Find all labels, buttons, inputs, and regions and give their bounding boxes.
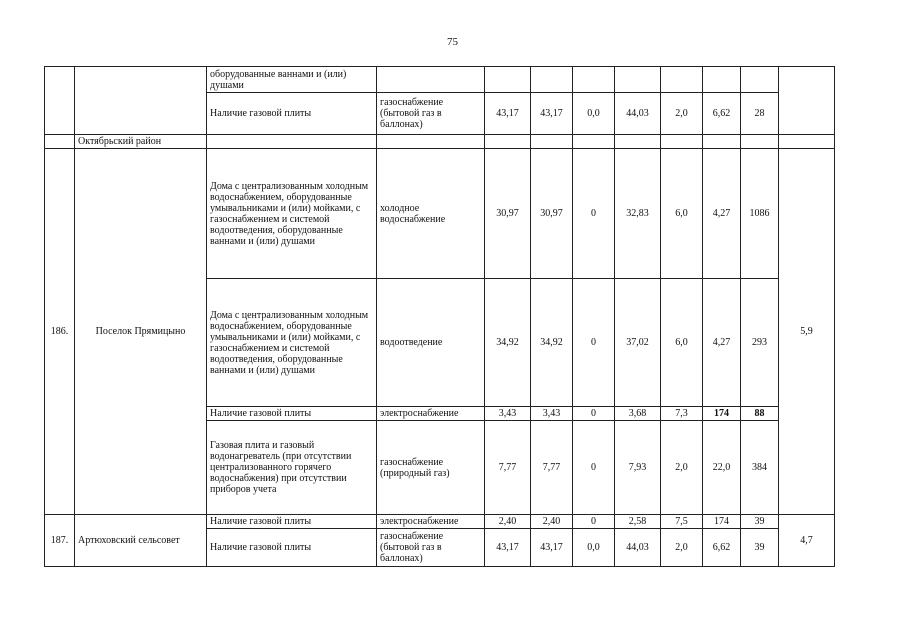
- cell-value: 384: [741, 421, 779, 515]
- cell-value: 7,3: [661, 407, 703, 421]
- cell-value: 2,40: [485, 515, 531, 529]
- cell-value: 7,77: [531, 421, 573, 515]
- cell-value: 0,0: [573, 529, 615, 567]
- cell-value: 2,0: [661, 421, 703, 515]
- table-row: [45, 67, 835, 93]
- cell-value: 2,58: [615, 515, 661, 529]
- row-service: газоснабжение (бытовой газ в баллонах): [377, 93, 485, 135]
- cell-value: 6,62: [703, 93, 741, 135]
- row-number: 186.: [45, 149, 75, 515]
- cell-value: 34,92: [531, 279, 573, 407]
- table-row: [45, 149, 835, 279]
- row-description: Дома с централизованным холодным водоснабжением, оборудованные умывальниками и (или) мойками, с газоснабжением и системой водоотведения, оборудованные ваннами и (или) душами: [207, 279, 377, 407]
- cell-value: 0,0: [573, 93, 615, 135]
- cell-value: 39: [741, 515, 779, 529]
- cell-value: 6,62: [703, 529, 741, 567]
- cell-value: 0: [573, 421, 615, 515]
- cell-value: 88: [741, 407, 779, 421]
- cell-value: 0: [573, 515, 615, 529]
- cell-value: 3,68: [615, 407, 661, 421]
- cell-value: 0: [573, 279, 615, 407]
- row-service: водоотведение: [377, 279, 485, 407]
- cell-value: 28: [741, 93, 779, 135]
- district-name: Октябрьский район: [75, 135, 207, 149]
- cell-value: 3,43: [531, 407, 573, 421]
- district-row: [45, 135, 835, 149]
- row-description: оборудованные ваннами и (или) душами: [207, 67, 377, 93]
- cell-value: 0: [573, 149, 615, 279]
- tariff-table: [44, 66, 835, 567]
- row-description: Наличие газовой плиты: [207, 407, 377, 421]
- cell-value: 39: [741, 529, 779, 567]
- cell-value: 0: [573, 407, 615, 421]
- row-description: Наличие газовой плиты: [207, 515, 377, 529]
- cell-value: 32,83: [615, 149, 661, 279]
- row-service: электроснабжение: [377, 515, 485, 529]
- cell-value: 7,77: [485, 421, 531, 515]
- settlement-name: Поселок Прямицыно: [75, 149, 207, 515]
- cell-value: 6,0: [661, 279, 703, 407]
- cell-value: 2,0: [661, 529, 703, 567]
- cell-value: 1086: [741, 149, 779, 279]
- cell-value: 43,17: [485, 529, 531, 567]
- cell-value: 22,0: [703, 421, 741, 515]
- cell-value: 44,03: [615, 93, 661, 135]
- cell-value: 6,0: [661, 149, 703, 279]
- row-service: газоснабжение (природный газ): [377, 421, 485, 515]
- cell-value: 30,97: [485, 149, 531, 279]
- row-service: электроснабжение: [377, 407, 485, 421]
- row-description: Дома с централизованным холодным водоснабжением, оборудованные умывальниками и (или) мойками, с газоснабжением и системой водоотведения, оборудованные ваннами и (или) душами: [207, 149, 377, 279]
- cell-value: 4,27: [703, 279, 741, 407]
- cell-value: 7,5: [661, 515, 703, 529]
- cell-value: 174: [703, 407, 741, 421]
- row-number: 187.: [45, 515, 75, 567]
- cell-value: 2,0: [661, 93, 703, 135]
- row-description: Наличие газовой плиты: [207, 529, 377, 567]
- row-service: холодное водоснабжение: [377, 149, 485, 279]
- cell-value: 4,27: [703, 149, 741, 279]
- cell-value: 293: [741, 279, 779, 407]
- group-total: 5,9: [779, 149, 835, 515]
- cell-value: 44,03: [615, 529, 661, 567]
- page-number: 75: [447, 36, 458, 48]
- row-description: Наличие газовой плиты: [207, 93, 377, 135]
- group-total: 4,7: [779, 515, 835, 567]
- row-service: газоснабжение (бытовой газ в баллонах): [377, 529, 485, 567]
- settlement-name: Артюховский сельсовет: [75, 515, 207, 567]
- cell-value: 43,17: [531, 529, 573, 567]
- cell-value: 2,40: [531, 515, 573, 529]
- row-description: Газовая плита и газовый водонагреватель (при отсутствии централизованного горячего водоснабжения) при отсутствии приборов учета: [207, 421, 377, 515]
- table-row: [45, 515, 835, 529]
- cell-value: 3,43: [485, 407, 531, 421]
- cell-value: 34,92: [485, 279, 531, 407]
- cell-value: 174: [703, 515, 741, 529]
- cell-value: 43,17: [531, 93, 573, 135]
- cell-value: 37,02: [615, 279, 661, 407]
- cell-value: 7,93: [615, 421, 661, 515]
- cell-value: 43,17: [485, 93, 531, 135]
- cell-value: 30,97: [531, 149, 573, 279]
